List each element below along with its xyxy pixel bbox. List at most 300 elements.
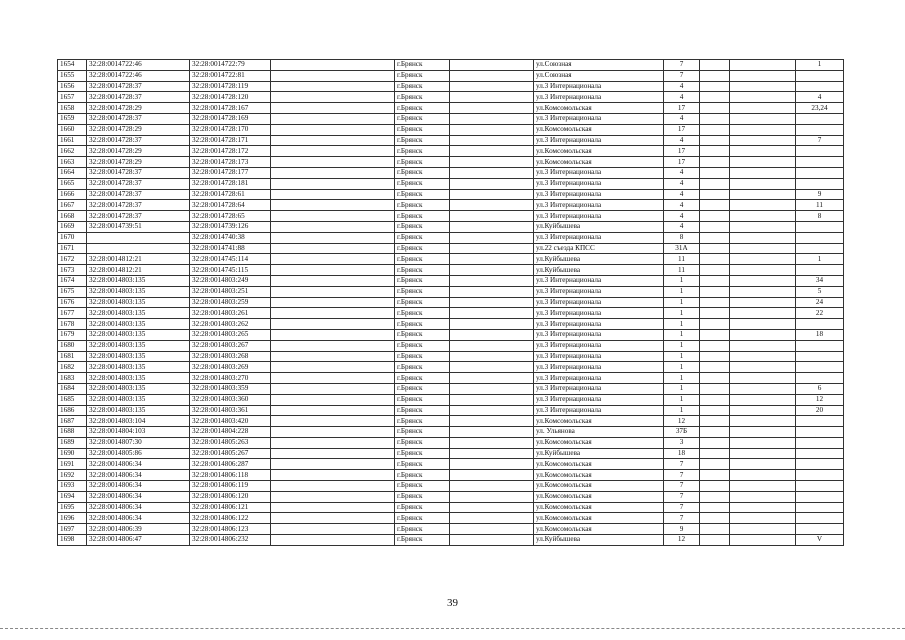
house-number-cell: 17 [664, 146, 700, 157]
blank-col-b-cell [450, 265, 534, 276]
parcel-number-cell: 32:28:0014728:37 [87, 200, 190, 211]
flat-number-cell [796, 470, 844, 481]
row-number-cell: 1661 [58, 135, 87, 146]
house-number-cell: 7 [664, 491, 700, 502]
parcel-number-cell: 32:28:0014803:135 [87, 275, 190, 286]
blank-col-c-cell [700, 491, 730, 502]
flat-number-cell [796, 221, 844, 232]
street-cell: ул.3 Интернационала [534, 340, 664, 351]
blank-col-a-cell [271, 167, 395, 178]
row-number-cell: 1686 [58, 405, 87, 416]
blank-col-a-cell [271, 437, 395, 448]
row-number-cell: 1684 [58, 383, 87, 394]
parcel-number-cell: 32:28:0014806:47 [87, 535, 190, 546]
house-number-cell: 31А [664, 243, 700, 254]
flat-number-cell [796, 459, 844, 470]
blank-col-d-cell [730, 535, 796, 546]
parcel-number-cell: 32:28:0014803:135 [87, 351, 190, 362]
blank-col-a-cell [271, 513, 395, 524]
table-row [58, 405, 844, 416]
blank-col-a-cell [271, 254, 395, 265]
object-number-cell: 32:28:0014728:171 [190, 135, 271, 146]
parcel-number-cell: 32:28:0014803:135 [87, 383, 190, 394]
city-cell: г.Брянск [395, 405, 450, 416]
house-number-cell: 12 [664, 535, 700, 546]
row-number-cell: 1662 [58, 146, 87, 157]
street-cell: ул.3 Интернационала [534, 189, 664, 200]
object-number-cell: 32:28:0014806:122 [190, 513, 271, 524]
blank-col-c-cell [700, 340, 730, 351]
blank-col-a-cell [271, 491, 395, 502]
blank-col-d-cell [730, 502, 796, 513]
row-number-cell: 1680 [58, 340, 87, 351]
table-row [58, 427, 844, 438]
blank-col-d-cell [730, 373, 796, 384]
city-cell: г.Брянск [395, 427, 450, 438]
parcel-number-cell: 32:28:0014806:34 [87, 491, 190, 502]
city-cell: г.Брянск [395, 135, 450, 146]
table-row [58, 60, 844, 71]
table-row [58, 254, 844, 265]
blank-col-c-cell [700, 416, 730, 427]
blank-col-a-cell [271, 394, 395, 405]
row-number-cell: 1672 [58, 254, 87, 265]
row-number-cell: 1687 [58, 416, 87, 427]
city-cell: г.Брянск [395, 167, 450, 178]
row-number-cell: 1658 [58, 103, 87, 114]
blank-col-b-cell [450, 124, 534, 135]
blank-col-d-cell [730, 92, 796, 103]
street-cell: ул.3 Интернационала [534, 200, 664, 211]
house-number-cell: 7 [664, 60, 700, 71]
row-number-cell: 1691 [58, 459, 87, 470]
city-cell: г.Брянск [395, 362, 450, 373]
blank-col-d-cell [730, 70, 796, 81]
street-cell: ул.3 Интернационала [534, 394, 664, 405]
parcel-number-cell: 32:28:0014803:135 [87, 319, 190, 330]
flat-number-cell [796, 319, 844, 330]
flat-number-cell [796, 416, 844, 427]
parcel-number-cell: 32:28:0014728:29 [87, 157, 190, 168]
parcel-number-cell: 32:28:0014803:135 [87, 297, 190, 308]
blank-col-d-cell [730, 103, 796, 114]
row-number-cell: 1683 [58, 373, 87, 384]
table-row [58, 362, 844, 373]
blank-col-a-cell [271, 81, 395, 92]
parcel-number-cell: 32:28:0014803:135 [87, 308, 190, 319]
object-number-cell: 32:28:0014803:359 [190, 383, 271, 394]
blank-col-c-cell [700, 297, 730, 308]
blank-col-a-cell [271, 232, 395, 243]
table-row [58, 221, 844, 232]
blank-col-c-cell [700, 103, 730, 114]
row-number-cell: 1698 [58, 535, 87, 546]
street-cell: ул.3 Интернационала [534, 308, 664, 319]
city-cell: г.Брянск [395, 351, 450, 362]
street-cell: ул.Комсомольская [534, 146, 664, 157]
street-cell: ул.3 Интернационала [534, 383, 664, 394]
house-number-cell: 4 [664, 167, 700, 178]
flat-number-cell [796, 491, 844, 502]
city-cell: г.Брянск [395, 189, 450, 200]
blank-col-c-cell [700, 481, 730, 492]
city-cell: г.Брянск [395, 513, 450, 524]
object-number-cell: 32:28:0014804:228 [190, 427, 271, 438]
parcel-number-cell: 32:28:0014806:34 [87, 513, 190, 524]
city-cell: г.Брянск [395, 535, 450, 546]
parcel-number-cell: 32:28:0014722:46 [87, 60, 190, 71]
city-cell: г.Брянск [395, 103, 450, 114]
city-cell: г.Брянск [395, 243, 450, 254]
city-cell: г.Брянск [395, 124, 450, 135]
parcel-number-cell: 32:28:0014728:37 [87, 92, 190, 103]
city-cell: г.Брянск [395, 265, 450, 276]
blank-col-a-cell [271, 275, 395, 286]
city-cell: г.Брянск [395, 448, 450, 459]
blank-col-d-cell [730, 232, 796, 243]
flat-number-cell: 8 [796, 211, 844, 222]
city-cell: г.Брянск [395, 524, 450, 535]
blank-col-a-cell [271, 113, 395, 124]
row-number-cell: 1659 [58, 113, 87, 124]
parcel-number-cell: 32:28:0014803:135 [87, 394, 190, 405]
blank-col-d-cell [730, 437, 796, 448]
blank-col-b-cell [450, 200, 534, 211]
city-cell: г.Брянск [395, 329, 450, 340]
row-number-cell: 1673 [58, 265, 87, 276]
parcel-number-cell: 32:28:0014805:86 [87, 448, 190, 459]
parcel-number-cell: 32:28:0014806:39 [87, 524, 190, 535]
registry-table [57, 59, 844, 546]
blank-col-d-cell [730, 265, 796, 276]
table-row [58, 265, 844, 276]
object-number-cell: 32:28:0014803:261 [190, 308, 271, 319]
blank-col-c-cell [700, 394, 730, 405]
blank-col-d-cell [730, 211, 796, 222]
blank-col-b-cell [450, 383, 534, 394]
row-number-cell: 1666 [58, 189, 87, 200]
object-number-cell: 32:28:0014803:268 [190, 351, 271, 362]
blank-col-b-cell [450, 319, 534, 330]
blank-col-a-cell [271, 329, 395, 340]
city-cell: г.Брянск [395, 157, 450, 168]
row-number-cell: 1657 [58, 92, 87, 103]
blank-col-c-cell [700, 502, 730, 513]
blank-col-c-cell [700, 189, 730, 200]
blank-col-d-cell [730, 351, 796, 362]
blank-col-c-cell [700, 92, 730, 103]
page-number: 39 [447, 597, 458, 609]
street-cell: ул.Комсомольская [534, 416, 664, 427]
parcel-number-cell: 32:28:0014803:104 [87, 416, 190, 427]
blank-col-b-cell [450, 437, 534, 448]
parcel-number-cell: 32:28:0014803:135 [87, 286, 190, 297]
table-row [58, 448, 844, 459]
row-number-cell: 1676 [58, 297, 87, 308]
blank-col-d-cell [730, 319, 796, 330]
street-cell: ул.Куйбышева [534, 535, 664, 546]
flat-number-cell: 24 [796, 297, 844, 308]
flat-number-cell: 11 [796, 200, 844, 211]
blank-col-c-cell [700, 232, 730, 243]
blank-col-c-cell [700, 211, 730, 222]
blank-col-c-cell [700, 178, 730, 189]
blank-col-b-cell [450, 481, 534, 492]
street-cell: ул.3 Интернационала [534, 135, 664, 146]
blank-col-b-cell [450, 297, 534, 308]
street-cell: ул.3 Интернационала [534, 167, 664, 178]
parcel-number-cell: 32:28:0014728:37 [87, 81, 190, 92]
blank-col-c-cell [700, 448, 730, 459]
blank-col-c-cell [700, 524, 730, 535]
city-cell: г.Брянск [395, 319, 450, 330]
blank-col-b-cell [450, 103, 534, 114]
house-number-cell: 7 [664, 481, 700, 492]
flat-number-cell: V [796, 535, 844, 546]
blank-col-d-cell [730, 362, 796, 373]
flat-number-cell [796, 167, 844, 178]
row-number-cell: 1675 [58, 286, 87, 297]
blank-col-c-cell [700, 70, 730, 81]
blank-col-a-cell [271, 459, 395, 470]
house-number-cell: 1 [664, 383, 700, 394]
blank-col-c-cell [700, 200, 730, 211]
flat-number-cell: 1 [796, 60, 844, 71]
street-cell: ул.22 съезда КПСС [534, 243, 664, 254]
table-row [58, 103, 844, 114]
row-number-cell: 1694 [58, 491, 87, 502]
city-cell: г.Брянск [395, 437, 450, 448]
table-row [58, 124, 844, 135]
row-number-cell: 1677 [58, 308, 87, 319]
table-row [58, 491, 844, 502]
blank-col-c-cell [700, 329, 730, 340]
table-row [58, 383, 844, 394]
row-number-cell: 1681 [58, 351, 87, 362]
table-row [58, 535, 844, 546]
row-number-cell: 1685 [58, 394, 87, 405]
street-cell: ул.Комсомольская [534, 524, 664, 535]
table-row [58, 178, 844, 189]
table-row [58, 92, 844, 103]
parcel-number-cell: 32:28:0014728:37 [87, 189, 190, 200]
blank-col-a-cell [271, 351, 395, 362]
row-number-cell: 1693 [58, 481, 87, 492]
row-number-cell: 1665 [58, 178, 87, 189]
street-cell: ул.Союзная [534, 60, 664, 71]
city-cell: г.Брянск [395, 113, 450, 124]
object-number-cell: 32:28:0014803:259 [190, 297, 271, 308]
row-number-cell: 1689 [58, 437, 87, 448]
city-cell: г.Брянск [395, 340, 450, 351]
parcel-number-cell: 32:28:0014728:37 [87, 178, 190, 189]
row-number-cell: 1655 [58, 70, 87, 81]
blank-col-a-cell [271, 470, 395, 481]
blank-col-d-cell [730, 135, 796, 146]
house-number-cell: 4 [664, 200, 700, 211]
blank-col-d-cell [730, 113, 796, 124]
street-cell: ул.3 Интернационала [534, 297, 664, 308]
parcel-number-cell: 32:28:0014739:51 [87, 221, 190, 232]
table-row [58, 286, 844, 297]
object-number-cell: 32:28:0014741:88 [190, 243, 271, 254]
house-number-cell: 7 [664, 70, 700, 81]
street-cell: ул.Комсомольская [534, 437, 664, 448]
row-number-cell: 1692 [58, 470, 87, 481]
city-cell: г.Брянск [395, 297, 450, 308]
blank-col-a-cell [271, 265, 395, 276]
parcel-number-cell: 32:28:0014803:135 [87, 362, 190, 373]
blank-col-b-cell [450, 275, 534, 286]
table-row [58, 481, 844, 492]
blank-col-c-cell [700, 319, 730, 330]
object-number-cell: 32:28:0014803:251 [190, 286, 271, 297]
blank-col-a-cell [271, 502, 395, 513]
blank-col-d-cell [730, 383, 796, 394]
row-number-cell: 1654 [58, 60, 87, 71]
street-cell: ул.Союзная [534, 70, 664, 81]
blank-col-d-cell [730, 124, 796, 135]
blank-col-d-cell [730, 308, 796, 319]
blank-col-b-cell [450, 157, 534, 168]
object-number-cell: 32:28:0014803:270 [190, 373, 271, 384]
house-number-cell: 7 [664, 459, 700, 470]
table-row [58, 470, 844, 481]
flat-number-cell [796, 351, 844, 362]
house-number-cell: 37Б [664, 427, 700, 438]
blank-col-b-cell [450, 448, 534, 459]
blank-col-b-cell [450, 167, 534, 178]
row-number-cell: 1671 [58, 243, 87, 254]
flat-number-cell [796, 232, 844, 243]
city-cell: г.Брянск [395, 92, 450, 103]
city-cell: г.Брянск [395, 373, 450, 384]
street-cell: ул.3 Интернационала [534, 211, 664, 222]
house-number-cell: 7 [664, 502, 700, 513]
flat-number-cell: 4 [796, 92, 844, 103]
city-cell: г.Брянск [395, 221, 450, 232]
flat-number-cell [796, 513, 844, 524]
blank-col-d-cell [730, 481, 796, 492]
house-number-cell: 4 [664, 178, 700, 189]
house-number-cell: 7 [664, 513, 700, 524]
row-number-cell: 1668 [58, 211, 87, 222]
object-number-cell: 32:28:0014740:38 [190, 232, 271, 243]
blank-col-a-cell [271, 297, 395, 308]
city-cell: г.Брянск [395, 60, 450, 71]
flat-number-cell: 7 [796, 135, 844, 146]
table-row [58, 524, 844, 535]
blank-col-b-cell [450, 211, 534, 222]
blank-col-c-cell [700, 437, 730, 448]
parcel-number-cell: 32:28:0014722:46 [87, 70, 190, 81]
blank-col-a-cell [271, 146, 395, 157]
blank-col-a-cell [271, 340, 395, 351]
blank-col-a-cell [271, 221, 395, 232]
blank-col-a-cell [271, 92, 395, 103]
blank-col-c-cell [700, 470, 730, 481]
table-row [58, 502, 844, 513]
blank-col-a-cell [271, 60, 395, 71]
blank-col-a-cell [271, 70, 395, 81]
blank-col-d-cell [730, 416, 796, 427]
flat-number-cell [796, 70, 844, 81]
blank-col-b-cell [450, 362, 534, 373]
blank-col-c-cell [700, 81, 730, 92]
object-number-cell: 32:28:0014805:267 [190, 448, 271, 459]
blank-col-c-cell [700, 427, 730, 438]
street-cell: ул.Комсомольская [534, 470, 664, 481]
row-number-cell: 1670 [58, 232, 87, 243]
street-cell: ул.3 Интернационала [534, 232, 664, 243]
house-number-cell: 11 [664, 254, 700, 265]
parcel-number-cell: 32:28:0014728:29 [87, 146, 190, 157]
blank-col-c-cell [700, 254, 730, 265]
blank-col-d-cell [730, 60, 796, 71]
object-number-cell: 32:28:0014728:181 [190, 178, 271, 189]
row-number-cell: 1688 [58, 427, 87, 438]
blank-col-b-cell [450, 340, 534, 351]
blank-col-b-cell [450, 232, 534, 243]
parcel-number-cell: 32:28:0014806:34 [87, 470, 190, 481]
table-row [58, 157, 844, 168]
house-number-cell: 11 [664, 265, 700, 276]
table-row [58, 437, 844, 448]
house-number-cell: 1 [664, 340, 700, 351]
blank-col-a-cell [271, 535, 395, 546]
object-number-cell: 32:28:0014803:249 [190, 275, 271, 286]
object-number-cell: 32:28:0014806:287 [190, 459, 271, 470]
flat-number-cell [796, 124, 844, 135]
blank-col-a-cell [271, 405, 395, 416]
object-number-cell: 32:28:0014722:81 [190, 70, 271, 81]
house-number-cell: 1 [664, 351, 700, 362]
house-number-cell: 18 [664, 448, 700, 459]
house-number-cell: 1 [664, 373, 700, 384]
table-row [58, 146, 844, 157]
street-cell: ул.3 Интернационала [534, 319, 664, 330]
street-cell: ул.Куйбышева [534, 265, 664, 276]
flat-number-cell [796, 340, 844, 351]
blank-col-a-cell [271, 103, 395, 114]
table-row [58, 340, 844, 351]
row-number-cell: 1696 [58, 513, 87, 524]
blank-col-d-cell [730, 394, 796, 405]
table-row [58, 416, 844, 427]
row-number-cell: 1660 [58, 124, 87, 135]
flat-number-cell [796, 437, 844, 448]
blank-col-a-cell [271, 524, 395, 535]
city-cell: г.Брянск [395, 178, 450, 189]
blank-col-d-cell [730, 81, 796, 92]
table-row [58, 81, 844, 92]
street-cell: ул.Комсомольская [534, 491, 664, 502]
blank-col-d-cell [730, 524, 796, 535]
blank-col-b-cell [450, 459, 534, 470]
table-row [58, 513, 844, 524]
blank-col-d-cell [730, 427, 796, 438]
object-number-cell: 32:28:0014728:172 [190, 146, 271, 157]
row-number-cell: 1695 [58, 502, 87, 513]
table-row [58, 243, 844, 254]
table-row [58, 113, 844, 124]
object-number-cell: 32:28:0014806:120 [190, 491, 271, 502]
blank-col-c-cell [700, 135, 730, 146]
table-row [58, 275, 844, 286]
city-cell: г.Брянск [395, 459, 450, 470]
registry-table-body [58, 60, 844, 546]
flat-number-cell: 34 [796, 275, 844, 286]
